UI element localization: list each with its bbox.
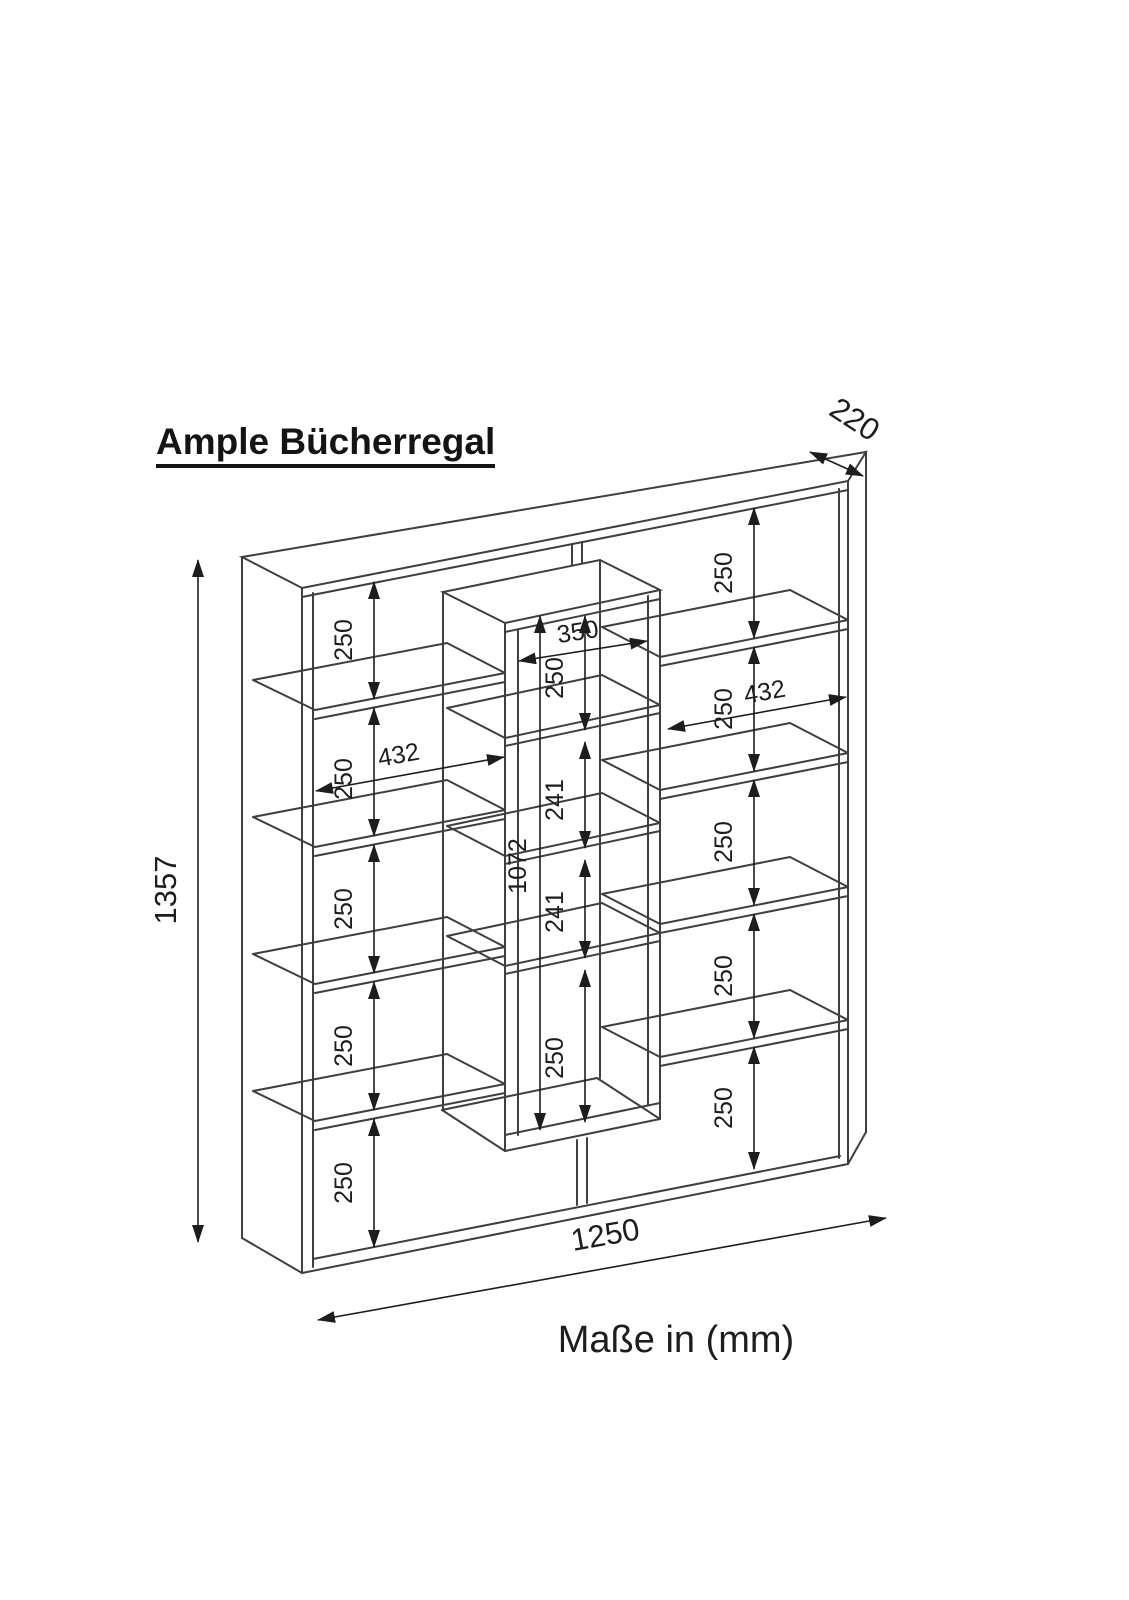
dim-left-cell-3-label: 250 <box>330 888 358 930</box>
dim-right-shelf-width-label: 432 <box>741 674 788 710</box>
dim-overall-width-label: 1250 <box>568 1211 643 1258</box>
dim-right-cell-3-label: 250 <box>710 821 738 863</box>
left-column-shelves <box>253 643 505 1130</box>
dim-left-cell-2-label: 250 <box>330 758 358 800</box>
diagram-title: Ample Bücherregal <box>156 421 495 468</box>
dim-middle-cell-4-label: 250 <box>541 1037 569 1079</box>
dim-overall-height-label: 1357 <box>148 855 183 925</box>
dim-middle-cell-1-label: 250 <box>541 657 569 699</box>
units-label: Maße in (mm) <box>557 1319 795 1361</box>
dim-right-cell-4-label: 250 <box>710 955 738 997</box>
dim-right-cell-5-label: 250 <box>710 1087 738 1129</box>
dim-right-cell-1-label: 250 <box>710 552 738 594</box>
dim-right-cell-2-label: 250 <box>710 688 738 730</box>
dim-left-shelf-width-label: 432 <box>375 737 422 773</box>
dim-middle-width-label: 350 <box>554 615 601 650</box>
dim-left-cell-5-label: 250 <box>330 1162 358 1204</box>
dim-middle-cell-3-label: 241 <box>541 891 569 933</box>
dim-left-cell-4-label: 250 <box>330 1025 358 1067</box>
dim-left-cell-1-label: 250 <box>330 619 358 661</box>
dim-overall-depth-label: 220 <box>823 390 886 448</box>
dim-middle-height-label: 1072 <box>504 838 532 894</box>
dim-middle-cell-2-label: 241 <box>541 779 569 821</box>
